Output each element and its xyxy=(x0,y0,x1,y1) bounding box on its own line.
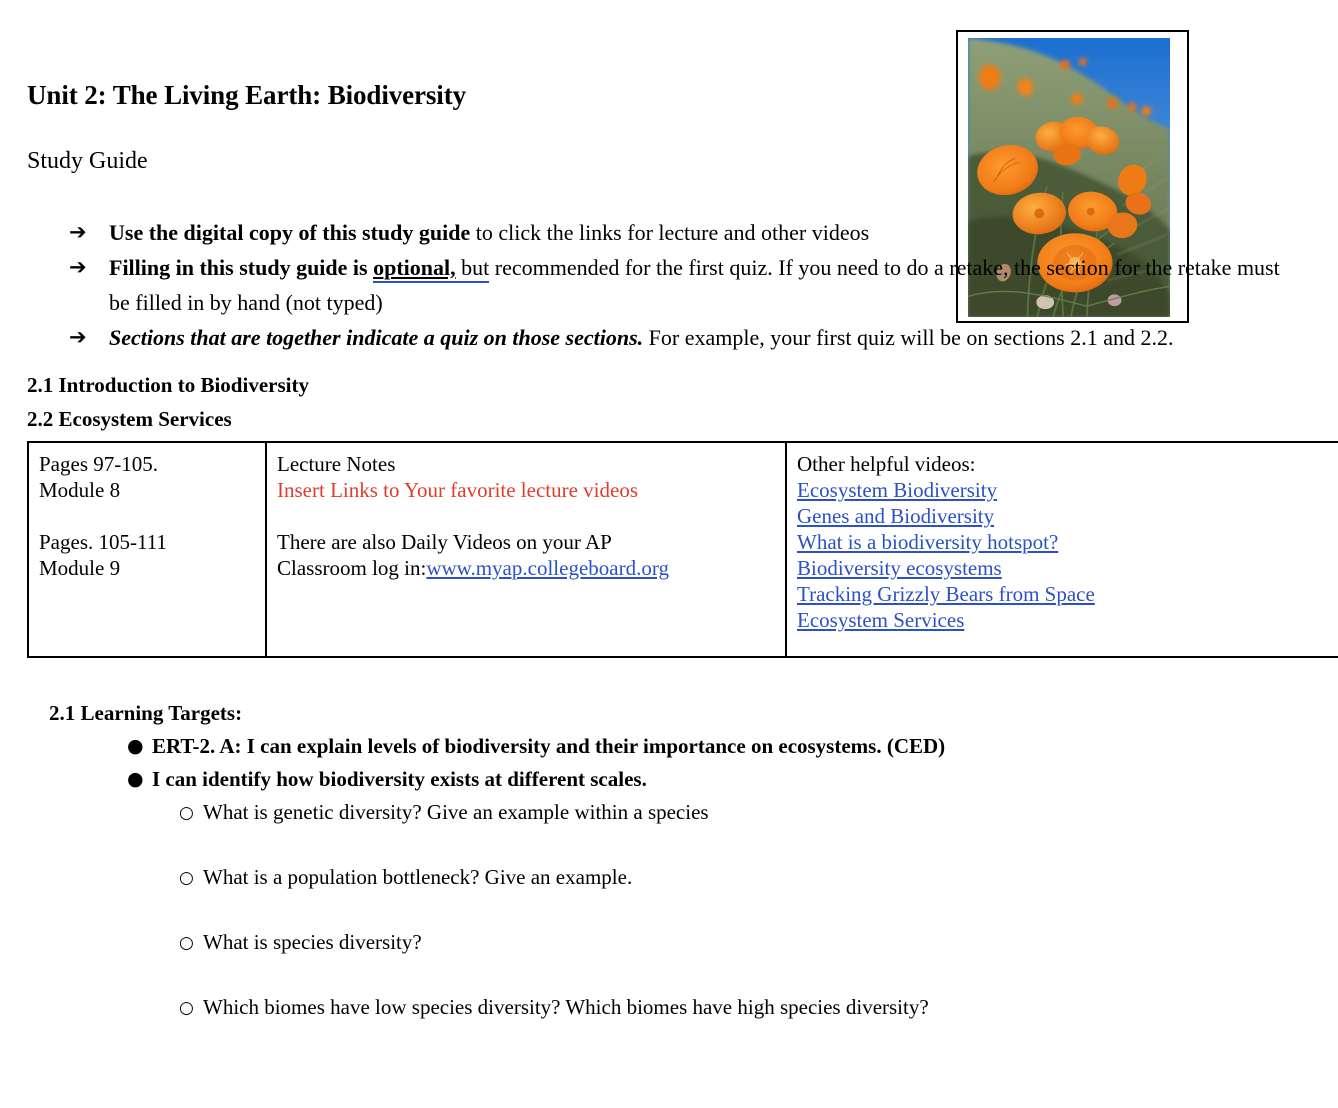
table-cell-lecture-notes xyxy=(266,442,786,657)
video-link-biodiversity-ecosystems[interactable]: Biodiversity ecosystems xyxy=(797,556,1002,580)
hollow-circle-bullet-icon: ○ xyxy=(179,803,194,823)
daily-videos-line-2 xyxy=(277,555,775,581)
section-heading-2-2: 2.2 Ecosystem Services xyxy=(27,407,232,431)
classroom-login-label: Classroom log in: xyxy=(277,556,427,580)
page-title: Unit 2: The Living Earth: Biodiversity xyxy=(27,80,466,110)
video-link-ecosystem-services[interactable]: Ecosystem Services xyxy=(797,608,965,632)
hollow-circle-bullet-icon: ○ xyxy=(179,868,194,888)
intro-bullet-3-rest: For example, your first quiz will be on sections 2.1 and 2.2. xyxy=(643,325,1174,350)
video-link-tracking-grizzly-bears[interactable]: Tracking Grizzly Bears from Space xyxy=(797,582,1095,606)
hollow-circle-bullet-icon: ○ xyxy=(179,933,194,953)
hollow-circle-bullet-icon: ○ xyxy=(179,998,194,1018)
myap-collegeboard-link[interactable]: www.myap.collegeboard.org xyxy=(426,556,669,580)
pages-line-2: Module 8 xyxy=(39,478,121,502)
pages-line-3: Pages. 105-111 xyxy=(39,530,167,554)
pages-line-1: Pages 97-105. xyxy=(39,452,158,476)
intro-bullet-2-but: but xyxy=(455,255,490,280)
arrow-bullet-icon: ➔ xyxy=(69,220,87,244)
video-link-genes-and-biodiversity[interactable]: Genes and Biodiversity xyxy=(797,504,995,528)
lecture-notes-spacer xyxy=(277,503,775,529)
table-cell-pages xyxy=(28,442,266,657)
table-row xyxy=(28,442,1338,657)
pages-line-4: Module 9 xyxy=(39,556,121,580)
intro-bullet-2-bold: Filling in this study guide is xyxy=(109,255,374,280)
learning-target-item xyxy=(27,730,1297,763)
section-heading-2-1: 2.1 Introduction to Biodiversity xyxy=(27,373,309,397)
learning-target-text: I can identify how biodiversity exists at different scales. xyxy=(152,767,647,791)
intro-bullet-2 xyxy=(27,250,1297,320)
pages-spacer xyxy=(39,503,255,529)
learning-targets-list xyxy=(27,730,1297,796)
study-questions-list xyxy=(27,796,1297,1023)
table-cell-other-videos xyxy=(786,442,1338,657)
video-link-ecosystem-biodiversity[interactable]: Ecosystem Biodiversity xyxy=(797,478,998,502)
study-question-item xyxy=(27,991,1297,1023)
document-content xyxy=(27,0,1297,1056)
intro-bullet-2-optional: optional, xyxy=(373,255,456,280)
intro-bullet-2-rest: recommended for the first quiz. If you need to do a retake, the section for the retake must be filled in by hand (not typed) xyxy=(109,255,1280,315)
study-question-item xyxy=(27,926,1297,958)
intro-bullet-2-emphasis-group xyxy=(373,255,489,283)
intro-instructions-list xyxy=(27,215,1297,355)
learning-targets-title: 2.1 Learning Targets: xyxy=(49,701,243,725)
daily-videos-line-1: There are also Daily Videos on your AP xyxy=(277,530,612,554)
intro-bullet-1-rest: to click the links for lecture and other videos xyxy=(470,220,870,245)
filled-circle-bullet-icon: ● xyxy=(127,735,144,757)
filled-circle-bullet-icon: ● xyxy=(127,768,144,790)
learning-target-text: ERT-2. A: I can explain levels of biodiversity and their importance on ecosystems. (CED) xyxy=(152,734,946,758)
learning-target-item xyxy=(27,763,1297,796)
study-question-text: Which biomes have low species diversity? Which biomes have high species diversity? xyxy=(203,995,929,1019)
study-question-item xyxy=(27,796,1297,828)
resources-table xyxy=(27,441,1338,658)
intro-bullet-1 xyxy=(27,215,1297,250)
arrow-bullet-icon: ➔ xyxy=(69,325,87,349)
intro-bullet-3-bold-italic: Sections that are together indicate a quiz on those sections. xyxy=(109,325,644,350)
video-link-biodiversity-hotspot[interactable]: What is a biodiversity hotspot? xyxy=(797,530,1059,554)
intro-bullet-1-bold: Use the digital copy of this study guide xyxy=(109,220,471,245)
lecture-notes-red-note: Insert Links to Your favorite lecture videos xyxy=(277,478,639,502)
other-videos-heading: Other helpful videos: xyxy=(797,452,976,476)
document-subtitle: Study Guide xyxy=(27,148,148,174)
study-question-item xyxy=(27,861,1297,893)
other-videos-link-list xyxy=(797,477,1331,633)
study-question-text: What is species diversity? xyxy=(203,930,422,954)
intro-bullet-3 xyxy=(27,320,1297,355)
arrow-bullet-icon: ➔ xyxy=(69,255,87,279)
study-question-text: What is a population bottleneck? Give an example. xyxy=(203,865,633,889)
lecture-notes-heading: Lecture Notes xyxy=(277,452,396,476)
study-question-text: What is genetic diversity? Give an example within a species xyxy=(203,800,709,824)
